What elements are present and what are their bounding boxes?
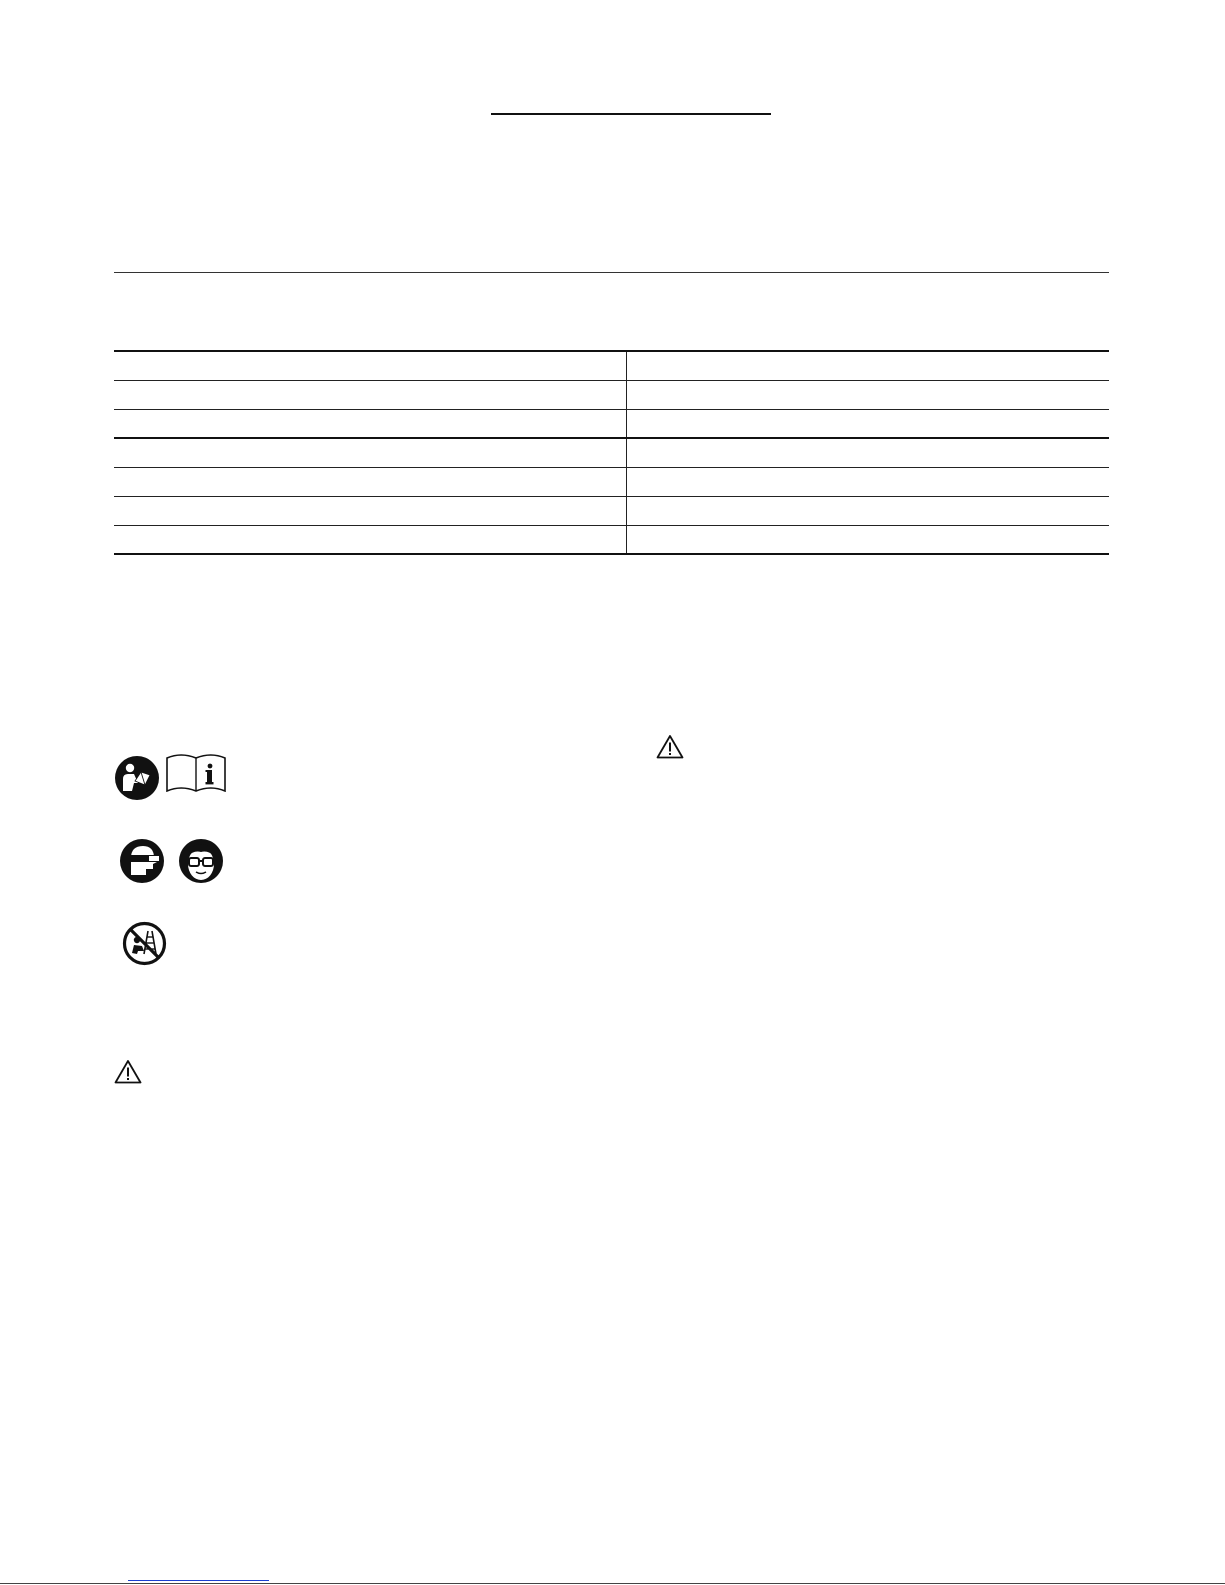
spec-label — [114, 380, 627, 409]
info-booklet-icon — [166, 752, 226, 792]
table-row — [114, 409, 1109, 438]
spec-label — [114, 467, 627, 496]
table-row — [114, 496, 1109, 525]
spec-value — [627, 409, 1110, 438]
spec-value — [627, 525, 1110, 554]
spec-label — [114, 409, 627, 438]
table-row — [114, 438, 1109, 467]
table-row — [114, 380, 1109, 409]
spec-value — [627, 467, 1110, 496]
title-underline — [491, 113, 771, 115]
safety-glasses-icon — [178, 838, 224, 884]
table-row — [114, 525, 1109, 554]
warning-icon — [656, 734, 684, 759]
table-row — [114, 351, 1109, 380]
link-underline — [128, 1580, 269, 1581]
spec-value — [627, 496, 1110, 525]
eye-protection-icon — [119, 838, 165, 884]
read-manual-icon — [114, 755, 160, 801]
no-ladder-use-icon — [122, 921, 167, 966]
spec-label — [114, 525, 627, 554]
spec-label — [114, 496, 627, 525]
spec-label — [114, 351, 627, 380]
page-bottom-rule — [0, 1583, 1225, 1584]
table-row — [114, 467, 1109, 496]
section-divider — [114, 272, 1109, 273]
spec-value — [627, 438, 1110, 467]
spec-value — [627, 351, 1110, 380]
specifications-table — [114, 350, 1109, 555]
spec-value — [627, 380, 1110, 409]
spec-label — [114, 438, 627, 467]
warning-icon — [114, 1059, 142, 1084]
